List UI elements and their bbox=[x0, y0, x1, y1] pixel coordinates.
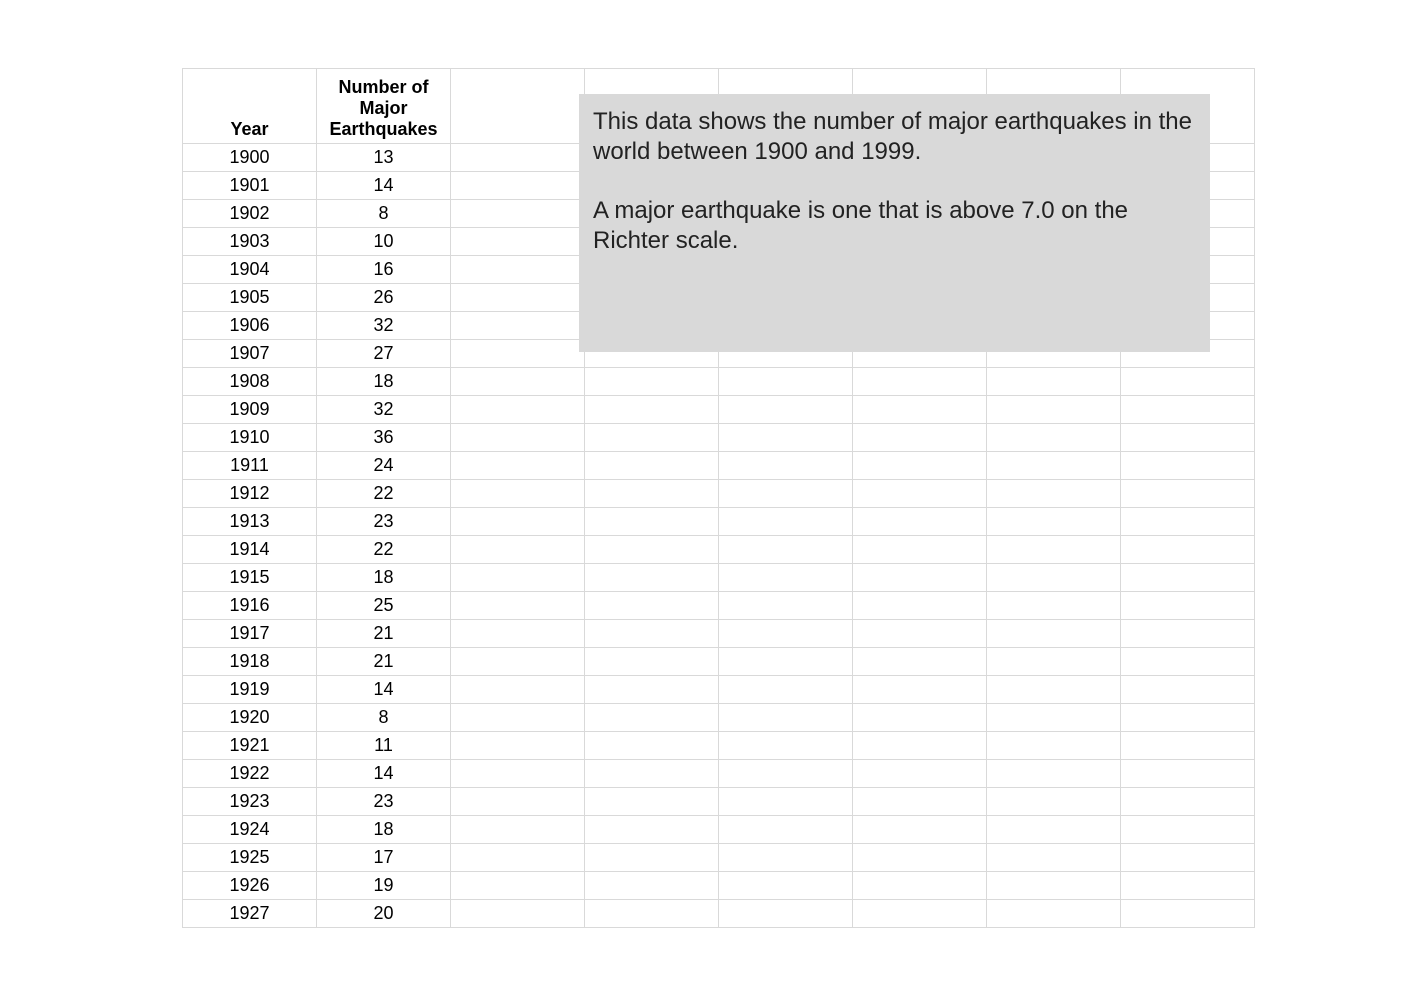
empty-cell[interactable] bbox=[987, 676, 1121, 704]
empty-cell[interactable] bbox=[585, 620, 719, 648]
table-row bbox=[183, 368, 1255, 396]
table-row bbox=[183, 424, 1255, 452]
empty-cell[interactable] bbox=[585, 564, 719, 592]
empty-cell[interactable] bbox=[853, 592, 987, 620]
empty-cell[interactable] bbox=[1121, 900, 1255, 928]
empty-cell[interactable] bbox=[987, 900, 1121, 928]
year-cell[interactable]: 1919 bbox=[183, 676, 317, 704]
earthquake-count-cell[interactable]: 17 bbox=[317, 844, 451, 872]
year-cell[interactable]: 1923 bbox=[183, 788, 317, 816]
empty-cell[interactable] bbox=[451, 900, 585, 928]
empty-cell[interactable] bbox=[451, 312, 585, 340]
empty-cell[interactable] bbox=[585, 508, 719, 536]
empty-cell[interactable] bbox=[1121, 592, 1255, 620]
empty-cell[interactable] bbox=[585, 592, 719, 620]
earthquake-count-cell[interactable]: 14 bbox=[317, 676, 451, 704]
empty-cell[interactable] bbox=[451, 620, 585, 648]
empty-cell[interactable] bbox=[451, 676, 585, 704]
empty-cell[interactable] bbox=[719, 760, 853, 788]
year-cell[interactable]: 1907 bbox=[183, 340, 317, 368]
empty-cell[interactable] bbox=[451, 760, 585, 788]
table-row bbox=[183, 620, 1255, 648]
empty-cell[interactable] bbox=[585, 704, 719, 732]
year-cell[interactable]: 1918 bbox=[183, 648, 317, 676]
year-cell[interactable]: 1908 bbox=[183, 368, 317, 396]
table-row bbox=[183, 396, 1255, 424]
earthquake-count-cell[interactable]: 11 bbox=[317, 732, 451, 760]
empty-cell[interactable] bbox=[451, 732, 585, 760]
empty-cell[interactable] bbox=[1121, 704, 1255, 732]
year-cell[interactable]: 1913 bbox=[183, 508, 317, 536]
earthquake-count-cell[interactable]: 22 bbox=[317, 480, 451, 508]
empty-cell[interactable] bbox=[1121, 396, 1255, 424]
empty-cell[interactable] bbox=[451, 480, 585, 508]
table-row bbox=[183, 732, 1255, 760]
empty-cell[interactable] bbox=[719, 480, 853, 508]
empty-cell[interactable] bbox=[451, 788, 585, 816]
earthquake-count-cell[interactable]: 32 bbox=[317, 396, 451, 424]
empty-cell[interactable] bbox=[853, 452, 987, 480]
empty-cell[interactable] bbox=[719, 564, 853, 592]
empty-cell[interactable] bbox=[451, 256, 585, 284]
empty-cell[interactable] bbox=[987, 844, 1121, 872]
empty-cell[interactable] bbox=[853, 424, 987, 452]
empty-cell[interactable] bbox=[719, 732, 853, 760]
empty-cell[interactable] bbox=[1121, 872, 1255, 900]
empty-cell[interactable] bbox=[1121, 368, 1255, 396]
empty-cell[interactable] bbox=[987, 592, 1121, 620]
empty-cell[interactable] bbox=[451, 424, 585, 452]
empty-cell[interactable] bbox=[451, 396, 585, 424]
empty-cell[interactable] bbox=[585, 732, 719, 760]
year-cell[interactable]: 1924 bbox=[183, 816, 317, 844]
table-row bbox=[183, 592, 1255, 620]
definition-paragraph: A major earthquake is one that is above 7.0 on the Richter scale. bbox=[593, 197, 1129, 254]
empty-cell[interactable] bbox=[585, 368, 719, 396]
empty-cell[interactable] bbox=[719, 844, 853, 872]
earthquake-count-cell[interactable]: 21 bbox=[317, 648, 451, 676]
earthquake-count-cell[interactable]: 18 bbox=[317, 564, 451, 592]
empty-cell[interactable] bbox=[853, 508, 987, 536]
empty-cell[interactable] bbox=[987, 536, 1121, 564]
year-cell[interactable]: 1917 bbox=[183, 620, 317, 648]
empty-cell[interactable] bbox=[1121, 620, 1255, 648]
empty-cell[interactable] bbox=[987, 704, 1121, 732]
empty-cell[interactable] bbox=[853, 732, 987, 760]
empty-cell[interactable] bbox=[719, 872, 853, 900]
empty-cell[interactable] bbox=[719, 536, 853, 564]
empty-cell[interactable] bbox=[719, 396, 853, 424]
year-cell[interactable]: 1906 bbox=[183, 312, 317, 340]
year-cell[interactable]: 1903 bbox=[183, 228, 317, 256]
empty-cell[interactable] bbox=[585, 396, 719, 424]
earthquake-count-cell[interactable]: 10 bbox=[317, 228, 451, 256]
table-row bbox=[183, 452, 1255, 480]
empty-cell[interactable] bbox=[987, 872, 1121, 900]
empty-cell[interactable] bbox=[451, 648, 585, 676]
empty-cell[interactable] bbox=[853, 816, 987, 844]
empty-cell[interactable] bbox=[585, 900, 719, 928]
empty-cell[interactable] bbox=[451, 452, 585, 480]
empty-cell[interactable] bbox=[585, 760, 719, 788]
empty-cell[interactable] bbox=[1121, 760, 1255, 788]
empty-cell[interactable] bbox=[853, 368, 987, 396]
earthquake-count-cell[interactable]: 26 bbox=[317, 284, 451, 312]
empty-cell[interactable] bbox=[853, 900, 987, 928]
earthquake-count-cell[interactable]: 23 bbox=[317, 508, 451, 536]
empty-cell[interactable] bbox=[987, 368, 1121, 396]
table-row bbox=[183, 788, 1255, 816]
empty-cell[interactable] bbox=[853, 536, 987, 564]
empty-cell[interactable] bbox=[451, 844, 585, 872]
empty-cell[interactable] bbox=[719, 788, 853, 816]
table-row bbox=[183, 872, 1255, 900]
earthquake-count-cell[interactable]: 36 bbox=[317, 424, 451, 452]
earthquake-count-cell[interactable]: 14 bbox=[317, 172, 451, 200]
empty-cell[interactable] bbox=[853, 872, 987, 900]
empty-cell[interactable] bbox=[853, 676, 987, 704]
empty-cell[interactable] bbox=[451, 228, 585, 256]
table-row bbox=[183, 900, 1255, 928]
earthquake-count-cell[interactable]: 18 bbox=[317, 368, 451, 396]
empty-cell[interactable] bbox=[987, 480, 1121, 508]
year-cell[interactable]: 1915 bbox=[183, 564, 317, 592]
earthquake-count-cell[interactable]: 19 bbox=[317, 872, 451, 900]
earthquake-count-cell[interactable]: 13 bbox=[317, 144, 451, 172]
empty-cell[interactable] bbox=[1121, 452, 1255, 480]
empty-cell[interactable] bbox=[451, 284, 585, 312]
table-row bbox=[183, 704, 1255, 732]
empty-cell[interactable] bbox=[585, 536, 719, 564]
empty-cell[interactable] bbox=[987, 816, 1121, 844]
earthquake-count-cell[interactable]: 24 bbox=[317, 452, 451, 480]
year-cell[interactable]: 1912 bbox=[183, 480, 317, 508]
earthquake-count-cell[interactable]: 8 bbox=[317, 200, 451, 228]
empty-cell[interactable] bbox=[987, 564, 1121, 592]
empty-cell[interactable] bbox=[1121, 732, 1255, 760]
earthquake-count-cell[interactable]: 8 bbox=[317, 704, 451, 732]
empty-cell[interactable] bbox=[451, 592, 585, 620]
year-cell[interactable]: 1911 bbox=[183, 452, 317, 480]
empty-cell[interactable] bbox=[987, 424, 1121, 452]
empty-cell[interactable] bbox=[853, 648, 987, 676]
year-cell[interactable]: 1921 bbox=[183, 732, 317, 760]
table-row bbox=[183, 676, 1255, 704]
table-row bbox=[183, 816, 1255, 844]
earthquake-count-cell[interactable]: 22 bbox=[317, 536, 451, 564]
earthquake-count-cell[interactable]: 20 bbox=[317, 900, 451, 928]
empty-cell[interactable] bbox=[585, 872, 719, 900]
empty-cell[interactable] bbox=[987, 620, 1121, 648]
table-row bbox=[183, 508, 1255, 536]
empty-cell[interactable] bbox=[853, 564, 987, 592]
year-cell[interactable]: 1914 bbox=[183, 536, 317, 564]
empty-cell[interactable] bbox=[451, 144, 585, 172]
description-paragraph: This data shows the number of major earthquakes in the world between 1900 and 1999. bbox=[593, 108, 1192, 165]
empty-cell[interactable] bbox=[719, 648, 853, 676]
empty-cell[interactable] bbox=[853, 396, 987, 424]
year-cell[interactable]: 1926 bbox=[183, 872, 317, 900]
year-cell[interactable]: 1904 bbox=[183, 256, 317, 284]
year-cell[interactable]: 1905 bbox=[183, 284, 317, 312]
empty-cell[interactable] bbox=[853, 844, 987, 872]
empty-cell[interactable] bbox=[719, 592, 853, 620]
empty-cell[interactable] bbox=[853, 480, 987, 508]
empty-cell[interactable] bbox=[585, 816, 719, 844]
empty-cell[interactable] bbox=[1121, 480, 1255, 508]
year-cell[interactable]: 1900 bbox=[183, 144, 317, 172]
empty-cell[interactable] bbox=[585, 844, 719, 872]
empty-cell[interactable] bbox=[987, 396, 1121, 424]
table-row bbox=[183, 480, 1255, 508]
empty-cell[interactable] bbox=[451, 368, 585, 396]
table-row bbox=[183, 648, 1255, 676]
empty-cell[interactable] bbox=[451, 340, 585, 368]
year-cell[interactable]: 1925 bbox=[183, 844, 317, 872]
empty-cell[interactable] bbox=[987, 452, 1121, 480]
empty-cell[interactable] bbox=[987, 788, 1121, 816]
table-row bbox=[183, 564, 1255, 592]
empty-cell[interactable] bbox=[987, 732, 1121, 760]
year-cell[interactable]: 1922 bbox=[183, 760, 317, 788]
empty-cell[interactable] bbox=[1121, 788, 1255, 816]
year-cell[interactable]: 1927 bbox=[183, 900, 317, 928]
empty-cell[interactable] bbox=[719, 704, 853, 732]
empty-cell[interactable] bbox=[853, 760, 987, 788]
empty-cell[interactable] bbox=[987, 508, 1121, 536]
empty-cell[interactable] bbox=[1121, 564, 1255, 592]
empty-cell[interactable] bbox=[1121, 816, 1255, 844]
empty-cell[interactable] bbox=[451, 872, 585, 900]
empty-cell[interactable] bbox=[719, 452, 853, 480]
year-cell[interactable]: 1920 bbox=[183, 704, 317, 732]
earthquake-count-cell[interactable]: 14 bbox=[317, 760, 451, 788]
empty-cell[interactable] bbox=[585, 452, 719, 480]
earthquake-count-cell[interactable]: 25 bbox=[317, 592, 451, 620]
empty-cell[interactable] bbox=[585, 424, 719, 452]
empty-cell[interactable] bbox=[719, 508, 853, 536]
empty-cell[interactable] bbox=[451, 564, 585, 592]
empty-cell[interactable] bbox=[853, 620, 987, 648]
empty-cell[interactable] bbox=[585, 648, 719, 676]
table-row bbox=[183, 760, 1255, 788]
earthquake-count-cell[interactable]: 23 bbox=[317, 788, 451, 816]
empty-cell[interactable] bbox=[719, 620, 853, 648]
table-row bbox=[183, 536, 1255, 564]
empty-cell[interactable] bbox=[719, 900, 853, 928]
empty-cell[interactable] bbox=[451, 536, 585, 564]
year-cell[interactable]: 1901 bbox=[183, 172, 317, 200]
empty-cell[interactable] bbox=[719, 816, 853, 844]
empty-cell[interactable] bbox=[1121, 424, 1255, 452]
earthquake-count-cell[interactable]: 21 bbox=[317, 620, 451, 648]
empty-cell[interactable] bbox=[585, 788, 719, 816]
year-cell[interactable]: 1902 bbox=[183, 200, 317, 228]
empty-cell[interactable] bbox=[987, 760, 1121, 788]
description-text-box[interactable] bbox=[579, 94, 1210, 352]
empty-cell[interactable] bbox=[585, 480, 719, 508]
empty-cell[interactable] bbox=[451, 704, 585, 732]
table-row bbox=[183, 844, 1255, 872]
earthquake-count-cell[interactable]: 27 bbox=[317, 340, 451, 368]
empty-cell[interactable] bbox=[451, 508, 585, 536]
year-cell[interactable]: 1910 bbox=[183, 424, 317, 452]
empty-cell[interactable] bbox=[1121, 844, 1255, 872]
earthquake-count-cell[interactable]: 32 bbox=[317, 312, 451, 340]
earthquake-count-cell[interactable]: 18 bbox=[317, 816, 451, 844]
empty-cell[interactable] bbox=[1121, 536, 1255, 564]
empty-cell[interactable] bbox=[1121, 676, 1255, 704]
empty-cell[interactable] bbox=[853, 704, 987, 732]
empty-cell[interactable] bbox=[853, 788, 987, 816]
empty-cell[interactable] bbox=[987, 648, 1121, 676]
year-column-header[interactable]: Year bbox=[183, 69, 317, 144]
earthquake-count-column-header[interactable]: Number of Major Earthquakes bbox=[317, 69, 451, 144]
empty-cell[interactable] bbox=[585, 676, 719, 704]
empty-cell[interactable] bbox=[451, 200, 585, 228]
year-cell[interactable]: 1909 bbox=[183, 396, 317, 424]
year-cell[interactable]: 1916 bbox=[183, 592, 317, 620]
empty-cell[interactable] bbox=[719, 676, 853, 704]
empty-cell[interactable] bbox=[451, 69, 585, 144]
earthquake-count-cell[interactable]: 16 bbox=[317, 256, 451, 284]
empty-cell[interactable] bbox=[1121, 508, 1255, 536]
empty-cell[interactable] bbox=[719, 368, 853, 396]
empty-cell[interactable] bbox=[719, 424, 853, 452]
empty-cell[interactable] bbox=[1121, 648, 1255, 676]
empty-cell[interactable] bbox=[451, 172, 585, 200]
empty-cell[interactable] bbox=[451, 816, 585, 844]
